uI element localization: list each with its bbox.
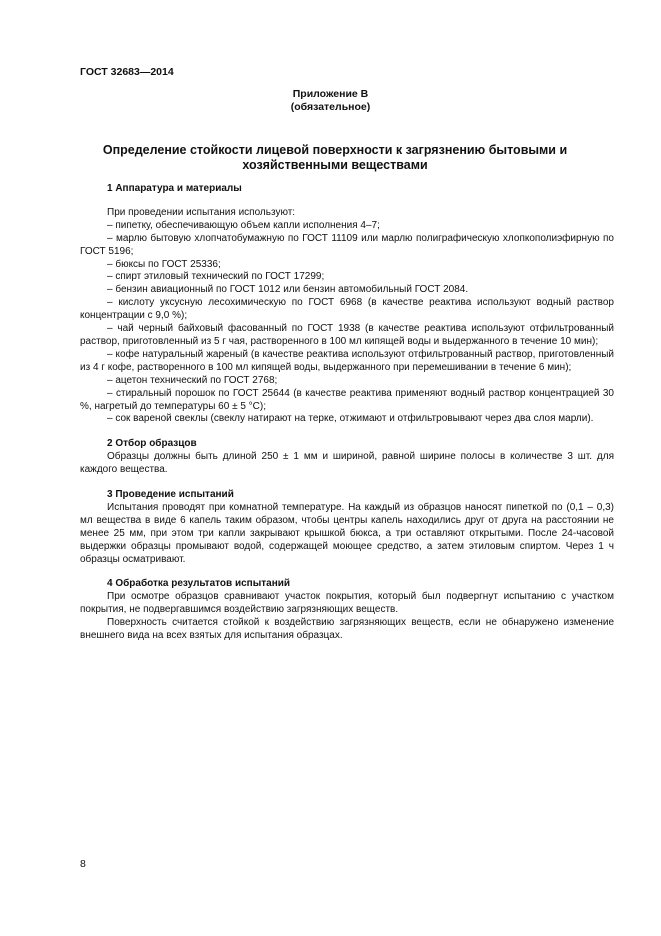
annex-status: (обязательное) [290, 101, 371, 113]
section-1-intro: При проведении испытания используют: [107, 206, 296, 218]
list-item: – пипетку, обеспечивающую объем капли исполнения 4–7; [107, 219, 380, 231]
list-item: – сок вареной свеклы (свеклу натирают на терке, отжимают и отфильтровывают через два слоя марли). [107, 413, 594, 425]
list-item: – марлю бытовую хлопчатобумажную по ГОСТ 11109 или марлю полиграфическую хлопкополиэфирную по ГОСТ 5196; [80, 232, 614, 257]
list-item: – чай черный байховый фасованный по ГОСТ 1938 (в качестве реактива используют отфильтрованный раствор, приготовленный из 5 г чая, растворенного в 100 мл кипящей воды и выдержанного в течение 10 мин); [80, 323, 614, 347]
list-item: – бюксы по ГОСТ 25336; [107, 258, 221, 270]
document-title: Определение стойкости лицевой поверхности к загрязнению бытовыми и хозяйственными веществами [102, 143, 568, 172]
section-1-heading: 1 Аппаратура и материалы [107, 183, 242, 194]
list-item: – стиральный порошок по ГОСТ 25644 (в качестве реактива применяют водный раствор концентрацией 30 %, нагретый до температуры 60 ± 5 °С); [80, 387, 614, 412]
section-4-paragraph-1: При осмотре образцов сравнивают участок покрытия, который был подвергнут испытанию с участком покрытия, не подвергавшимся воздействию загрязняющих веществ. [80, 591, 614, 616]
section-2-text: Образцы должны быть длиной 250 ± 1 мм и шириной, равной ширине полосы в количестве 3 шт. для каждого вещества. [80, 451, 614, 476]
standard-header: ГОСТ 32683—2014 [80, 66, 174, 78]
annex-title: Приложение В [292, 88, 369, 100]
list-item: – кофе натуральный жареный (в качестве реактива используют отфильтрованный раствор, приготовленный из 4 г кофе, растворенного в 100 мл кипящей воды, выдержанного при перемешивании в течение 6 мин); [80, 348, 614, 373]
section-4-heading: 4 Обработка результатов испытаний [107, 578, 291, 590]
list-item: – спирт этиловый технический по ГОСТ 17299; [107, 271, 325, 283]
list-item: – ацетон технический по ГОСТ 2768; [107, 374, 278, 386]
list-item: – кислоту уксусную лесохимическую по ГОСТ 6968 (в качестве реактива используют водный раствор концентрации с 9,0 %); [80, 297, 614, 322]
page-number: 8 [80, 858, 86, 870]
section-2-heading: 2 Отбор образцов [107, 438, 197, 450]
section-4-paragraph-2: Поверхность считается стойкой к воздействию загрязняющих веществ, если не обнаружено изменение внешнего вида на всех взятых для испытания образцах. [80, 617, 614, 642]
list-item: – бензин авиационный по ГОСТ 1012 или бензин автомобильный ГОСТ 2084. [107, 284, 469, 296]
section-3-text: Испытания проводят при комнатной температуре. На каждый из образцов наносят пипеткой по (0,1 – 0,3) мл вещества в виде 6 капель таким образом, чтобы центры капель находились друг от друга на расстоянии не менее 25 мм, при этом три капли закрывают крышкой бюкса, а три оставляют открытыми. После 24-часовой выдержки образцы промывают водой, содержащей моющее средство, а затем этиловым спиртом. Через 1 ч образцы осматривают. [80, 501, 614, 565]
section-3-heading: 3 Проведение испытаний [107, 489, 234, 501]
document-body [80, 183, 614, 643]
